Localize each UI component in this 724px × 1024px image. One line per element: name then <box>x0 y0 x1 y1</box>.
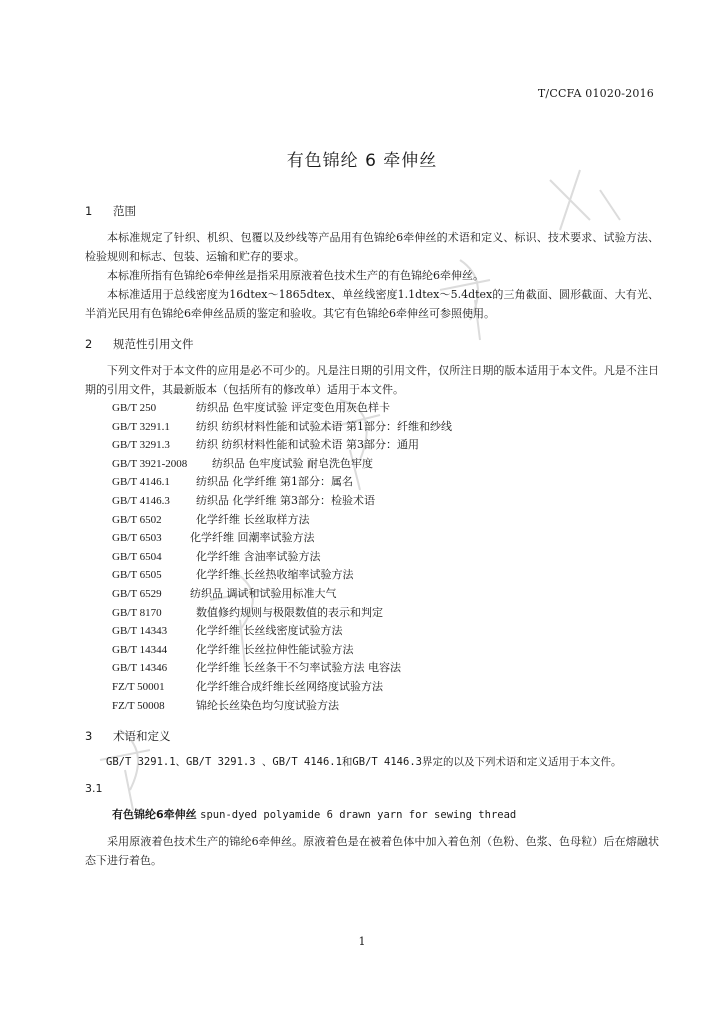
scope-paragraph-2: 本标准所指有色锦纶6牵伸丝是指采用原液着色技术生产的有色锦纶6牵伸丝。 <box>107 269 484 282</box>
subsection-number: 3.1 <box>85 782 103 796</box>
page-number: 1 <box>358 935 366 948</box>
reference-code: GB/T 6504 <box>112 550 162 563</box>
reference-code: GB/T 6505 <box>112 569 162 582</box>
reference-item <box>85 399 659 418</box>
reference-code: GB/T 6502 <box>112 513 162 526</box>
reference-item <box>85 566 659 585</box>
term-definition: 采用原液着色技术生产的锦纶6牵伸丝。原液着色是在被着色体中加入着色剂（色粉、色浆、色母粒）后在熔融状态下进行着色。 <box>85 835 659 868</box>
section-heading-scope <box>85 202 659 220</box>
reference-title: 纺织品 调试和试验用标准大气 <box>190 586 337 600</box>
reference-code: GB/T 6529 <box>112 587 162 600</box>
section-number: 2 <box>85 337 93 351</box>
section-title: 规范性引用文件 <box>113 337 194 351</box>
reference-item <box>85 455 659 474</box>
reference-item <box>85 697 659 716</box>
reference-title: 纺织品 化学纤维 第1部分：属名 <box>196 475 353 489</box>
reference-code: GB/T 250 <box>112 402 157 414</box>
document-body <box>85 202 659 870</box>
section-number: 3 <box>85 729 93 744</box>
section-number: 1 <box>85 204 93 218</box>
scope-paragraph-3: 本标准适用于总线密度为16dtex～1865dtex、单丝线密度1.1dtex～5.4dtex的三角截面、圆形截面、大有光、半消光民用有色锦纶6牵伸丝品质的鉴定和验收。其它有色锦纶6牵伸丝可参照使用。 <box>85 288 659 320</box>
reference-title: 锦纶长丝染色均匀度试验方法 <box>196 698 339 712</box>
reference-code: GB/T 3291.3 <box>112 439 170 452</box>
reference-title: 纺织品 化学纤维 第3部分：检验术语 <box>196 493 375 507</box>
section-heading-references <box>85 335 659 353</box>
scope-paragraph-1: 本标准规定了针织、机织、包覆以及纱线等产品用有色锦纶6牵伸丝的术语和定义、标识、技术要求、试验方法、检验规则和标志、包装、运输和贮存的要求。 <box>85 231 659 263</box>
reference-item <box>85 659 659 678</box>
term-entry <box>85 806 659 824</box>
reference-title: 数值修约规则与极限数值的表示和判定 <box>196 605 383 619</box>
reference-item <box>85 641 659 660</box>
reference-item <box>85 511 659 530</box>
section-title: 术语和定义 <box>113 729 171 744</box>
reference-code: GB/T 14346 <box>112 662 168 675</box>
reference-code: GB/T 4146.3 <box>112 494 170 507</box>
reference-title: 化学纤维 回潮率试验方法 <box>190 531 315 545</box>
page-title: 有色锦纶 6 牵伸丝 <box>286 151 438 171</box>
reference-item <box>85 622 659 641</box>
terms-intro: GB/T 3291.1、GB/T 3291.3 、GB/T 4146.1和GB/T 4146.3界定的以及下列术语和定义适用于本文件。 <box>106 756 622 769</box>
reference-title: 纺织 纺织材料性能和试验术语 第3部分：通用 <box>196 438 419 452</box>
section-title: 范围 <box>113 204 136 218</box>
reference-code: GB/T 3291.1 <box>112 420 170 433</box>
reference-title: 化学纤维 长丝取样方法 <box>196 512 310 526</box>
reference-title: 纺织 纺织材料性能和试验术语 第1部分：纤维和纱线 <box>196 419 452 433</box>
reference-title: 化学纤维 长丝线密度试验方法 <box>196 624 343 638</box>
reference-code: GB/T 6503 <box>112 532 162 545</box>
reference-item <box>85 604 659 623</box>
reference-item <box>85 548 659 567</box>
reference-title: 纺织品 色牢度试验 耐皂洗色牢度 <box>212 456 373 470</box>
reference-title: 化学纤维 长丝拉伸性能试验方法 <box>196 642 354 656</box>
reference-code: GB/T 8170 <box>112 606 162 619</box>
section-heading-terms <box>85 727 659 745</box>
reference-title: 纺织品 色牢度试验 评定变色用灰色样卡 <box>196 401 390 414</box>
reference-item <box>85 436 659 455</box>
document-code: T/CCFA 01020-2016 <box>537 87 654 100</box>
reference-title: 化学纤维 长丝条干不匀率试验方法 电容法 <box>196 661 401 675</box>
reference-item <box>85 418 659 437</box>
reference-title: 化学纤维合成纤维长丝网络度试验方法 <box>196 679 383 693</box>
term-english: spun-dyed polyamide 6 drawn yarn for sewing thread <box>200 809 517 822</box>
references-intro: 下列文件对于本文件的应用是必不可少的。凡是注日期的引用文件，仅所注日期的版本适用于本文件。凡是不注日期的引用文件，其最新版本（包括所有的修改单）适用于本文件。 <box>85 364 659 396</box>
reference-code: FZ/T 50008 <box>112 699 165 712</box>
reference-item <box>85 529 659 548</box>
reference-item <box>85 585 659 604</box>
reference-code: FZ/T 50001 <box>112 680 165 693</box>
reference-code: GB/T 4146.1 <box>112 476 170 489</box>
reference-item <box>85 492 659 511</box>
reference-list <box>85 399 659 715</box>
reference-code: GB/T 3921-2008 <box>112 457 188 470</box>
reference-code: GB/T 14344 <box>112 643 168 656</box>
term-chinese: 有色锦纶6牵伸丝 <box>112 808 197 822</box>
reference-title: 化学纤维 含油率试验方法 <box>196 549 321 563</box>
reference-code: GB/T 14343 <box>112 625 168 638</box>
reference-item <box>85 473 659 492</box>
reference-title: 化学纤维 长丝热收缩率试验方法 <box>196 568 354 582</box>
reference-item <box>85 678 659 697</box>
